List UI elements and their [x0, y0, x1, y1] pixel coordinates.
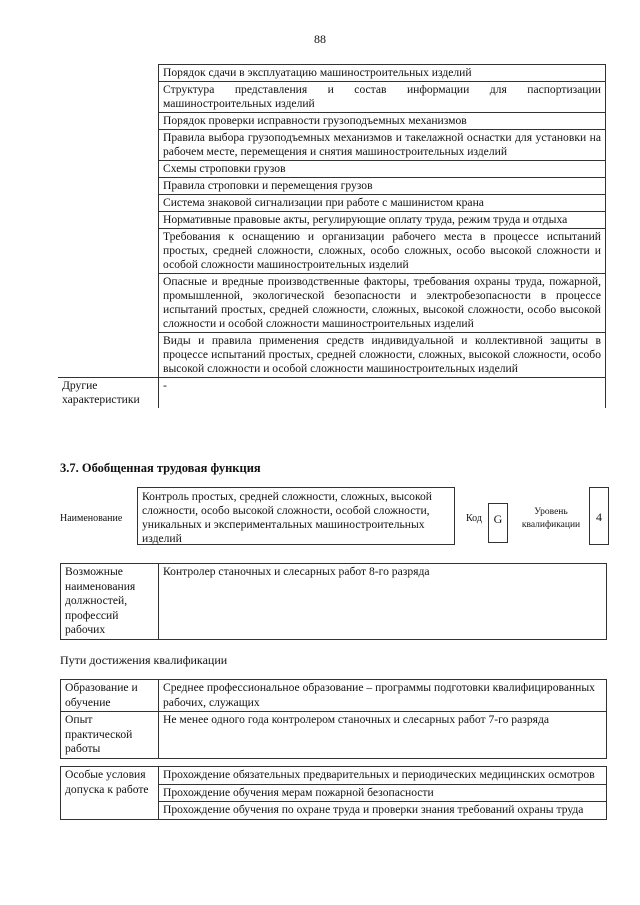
level-value: 4 [589, 487, 609, 545]
education-label: Образование и обучение [61, 680, 159, 712]
positions-label: Возможные наименования должностей, профессий рабочих [61, 564, 159, 640]
function-name-value: Контроль простых, средней сложности, сложных, высокой сложности, особо высокой сложности, особой сложности, уникальных и экспериментальных машиностроительных изделий [137, 487, 455, 545]
admission-item: Прохождение обязательных предварительных и периодических медицинских осмотров [159, 767, 607, 785]
admission-table [60, 766, 607, 820]
knowledge-item: Опасные и вредные производственные факторы, требования охраны труда, пожарной, промышленной, экологической безопасности и электробезопасности в процессе испытаний простых, средней сложности, сложных, высокой сложности, особо высокой сложности и особой сложности машиностроительных изделий [159, 274, 606, 333]
positions-table [60, 563, 607, 640]
knowledge-table [58, 64, 606, 408]
knowledge-item: Порядок проверки исправности грузоподъемных механизмов [159, 113, 606, 130]
other-characteristics-value: - [159, 378, 606, 409]
knowledge-item: Правила выбора грузоподъемных механизмов и такелажной оснастки для установки на рабочем месте, перемещения и снятия машиностроительных изделий [159, 130, 606, 161]
qualification-title: Пути достижения квалификации [60, 653, 228, 667]
knowledge-item: Виды и правила применения средств индивидуальной и коллективной защиты в процессе испытаний простых, средней сложности, сложных, высокой сложности, особо высокой сложности и особой сложности машиностроительных изделий [159, 333, 606, 378]
knowledge-item: Схемы строповки грузов [159, 161, 606, 178]
name-label: Наименование [60, 513, 123, 524]
knowledge-item: Нормативные правовые акты, регулирующие оплату труда, режим труда и отдыха [159, 212, 606, 229]
section-title: 3.7. Обобщенная трудовая функция [60, 461, 261, 475]
page-number: 88 [314, 32, 326, 46]
other-characteristics-label: Другие характеристики [58, 378, 159, 409]
code-value: G [488, 503, 508, 543]
admission-label: Особые условия допуска к работе [61, 767, 159, 820]
experience-value: Не менее одного года контролером станочных и слесарных работ 7-го разряда [159, 712, 607, 759]
knowledge-item: Правила строповки и перемещения грузов [159, 178, 606, 195]
education-value: Среднее профессиональное образование – программы подготовки квалифицированных рабочих, служащих [159, 680, 607, 712]
knowledge-item: Порядок сдачи в эксплуатацию машиностроительных изделий [159, 65, 606, 82]
positions-value: Контролер станочных и слесарных работ 8-го разряда [159, 564, 607, 640]
admission-item: Прохождение обучения по охране труда и проверки знания требований охраны труда [159, 802, 607, 820]
level-label: Уровень квалификации [521, 507, 581, 530]
code-label: Код [466, 513, 482, 524]
knowledge-item: Система знаковой сигнализации при работе с машинистом крана [159, 195, 606, 212]
knowledge-item: Структура представления и состав информации для паспортизации машиностроительных изделий [159, 82, 606, 113]
admission-item: Прохождение обучения мерам пожарной безопасности [159, 784, 607, 802]
experience-label: Опыт практической работы [61, 712, 159, 759]
knowledge-item: Требования к оснащению и организации рабочего места в процессе испытаний простых, средней сложности, сложных, особо сложных, особо высокой сложности и особой сложности машиностроительных изделий [159, 229, 606, 274]
qualification-table [60, 679, 607, 759]
knowledge-label-cell [58, 65, 159, 378]
